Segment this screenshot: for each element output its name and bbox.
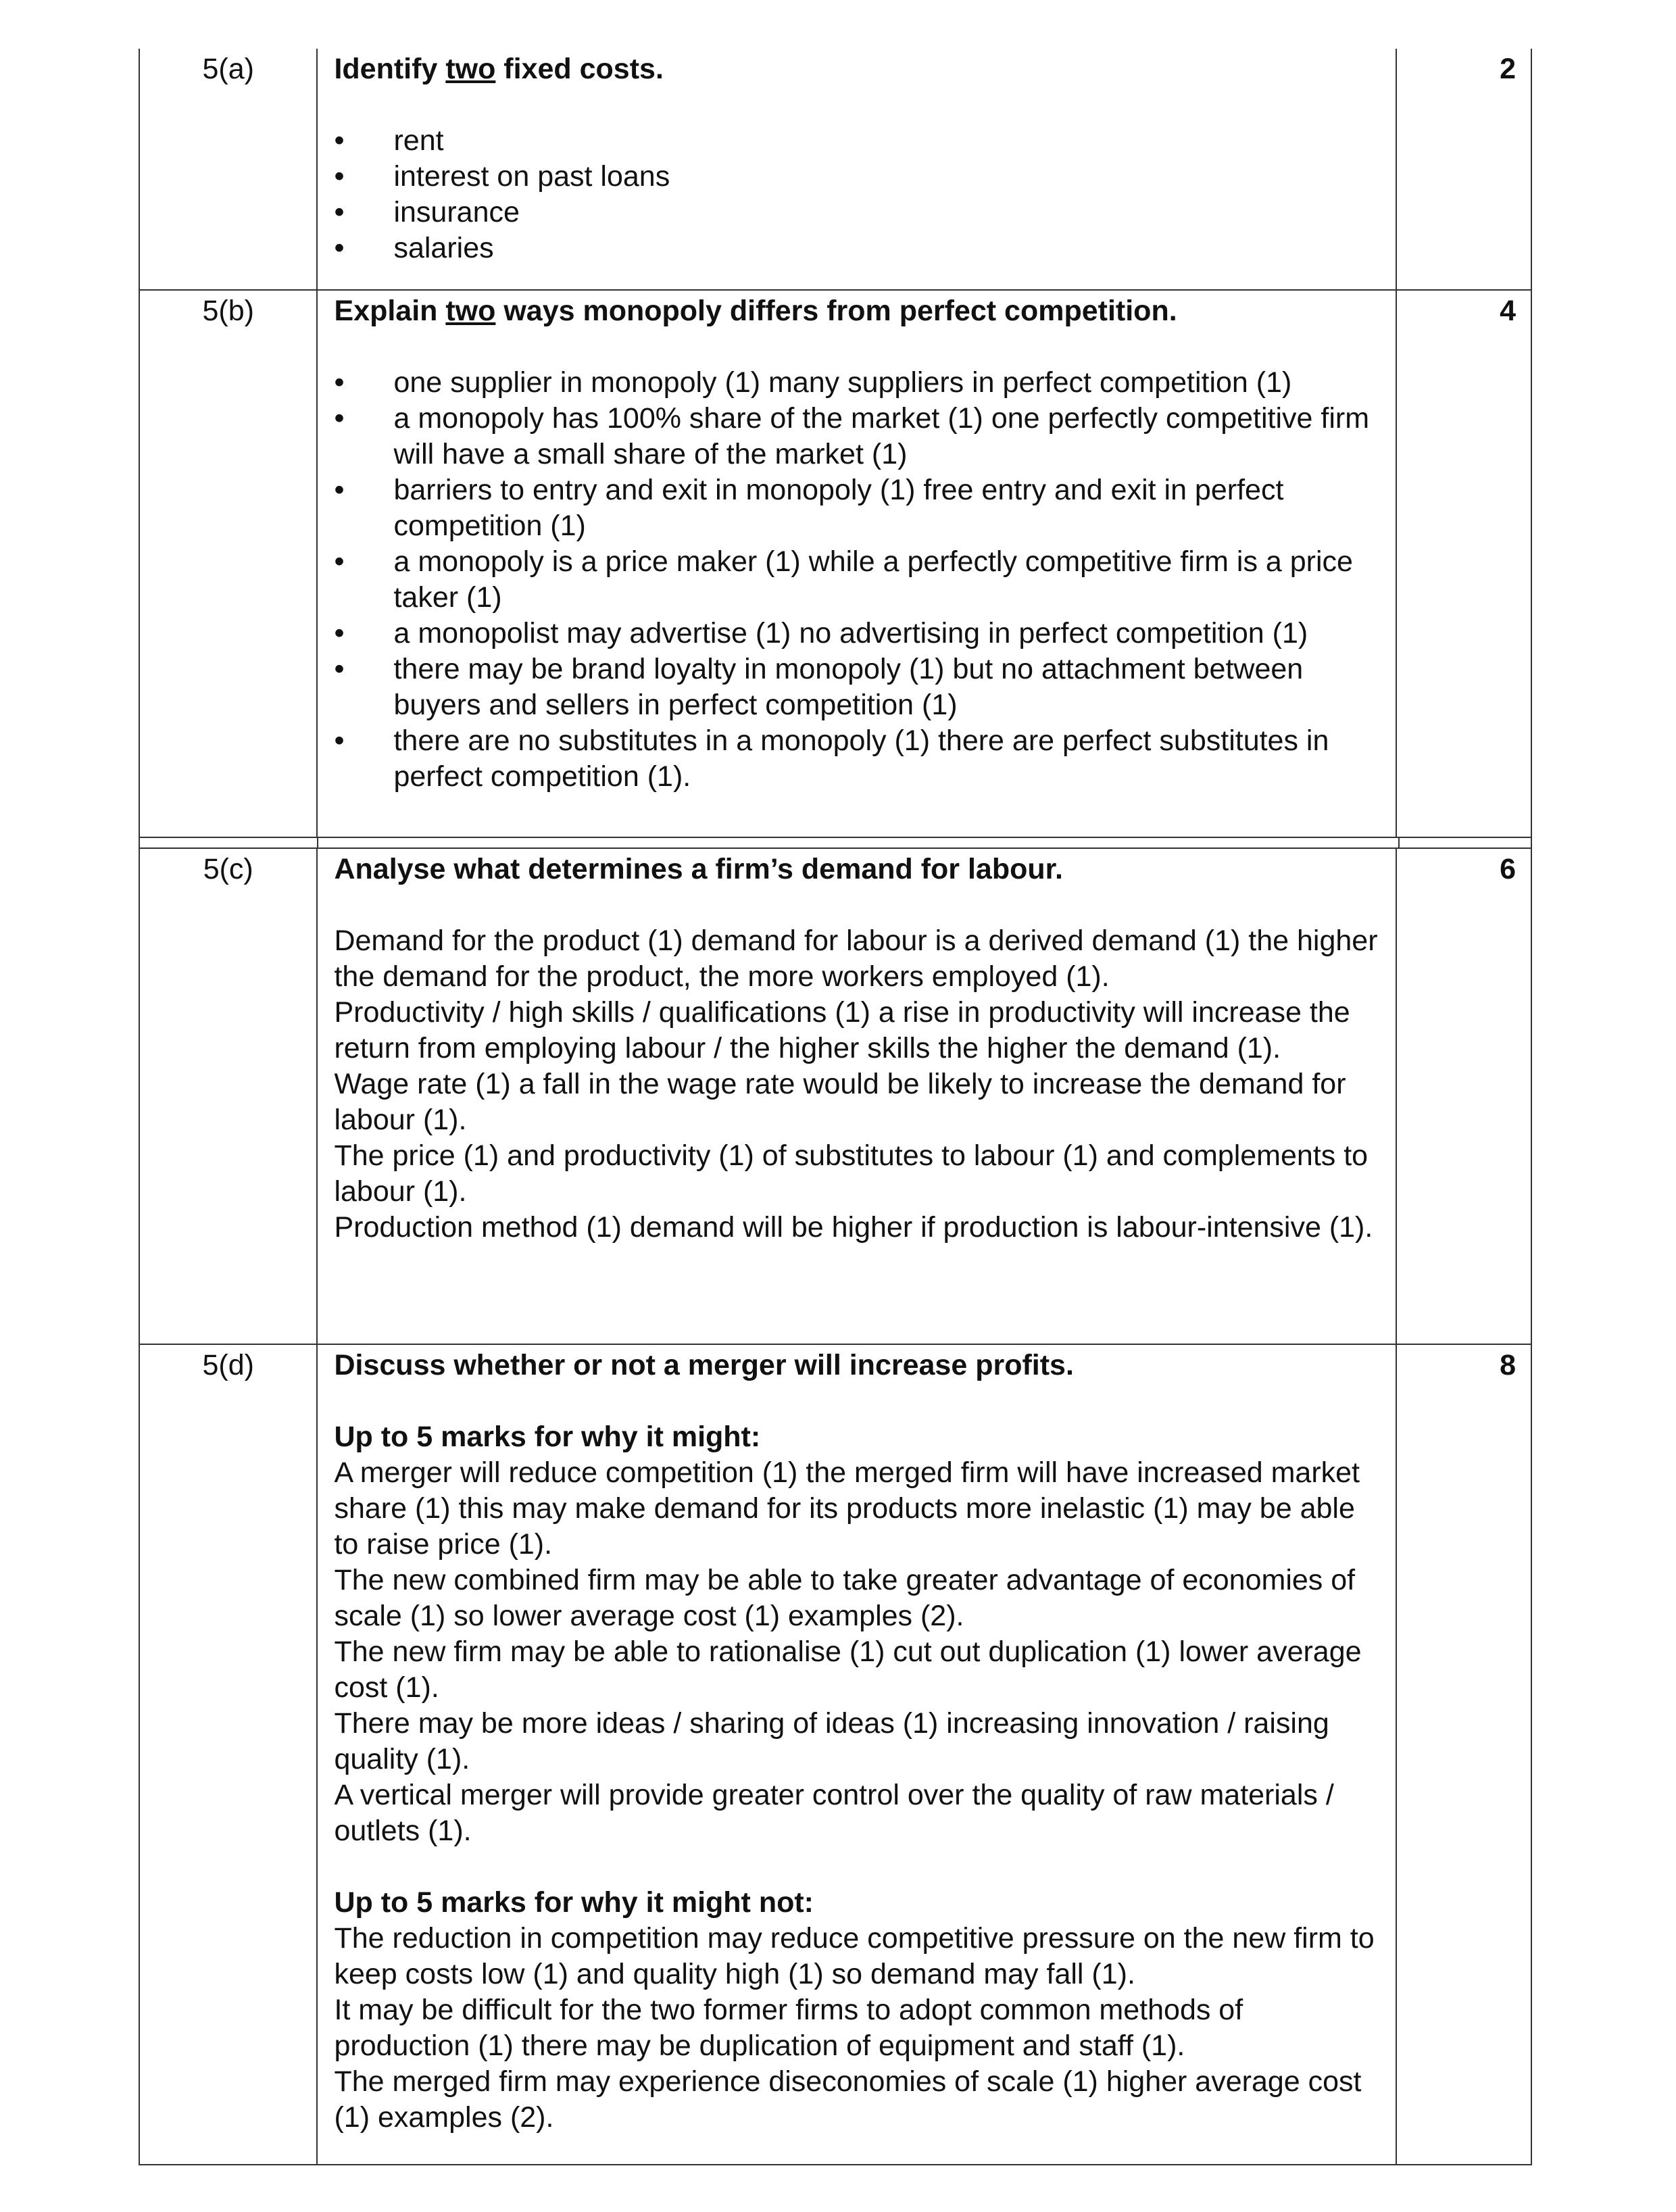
answer-cell (318, 291, 1397, 837)
answer-paragraph: Productivity / high skills / qualifications (1) a rise in productivity will increase the return from employing labour / the higher skills the higher the demand (1). (334, 996, 1350, 1064)
list-item: • a monopolist may advertise (1) no advertising in perfect competition (1) (334, 616, 1379, 652)
answer-list (334, 365, 1379, 795)
question-number: 5(d) (140, 1345, 318, 2164)
list-item: • interest on past loans (334, 159, 1379, 195)
question-title: Discuss whether or not a merger will increase profits. (334, 1349, 1074, 1381)
answer-paragraph: Demand for the product (1) demand for labour is a derived demand (1) the higher the demand for the product, the more workers employed (1). (334, 925, 1378, 993)
answer-paragraph: Wage rate (1) a fall in the wage rate would be likely to increase the demand for labour (1). (334, 1068, 1346, 1136)
list-item: • there are no substitutes in a monopoly (1) there are perfect substitutes in perfect competition (1). (334, 723, 1379, 795)
list-item: • a monopoly has 100% share of the market (1) one perfectly competitive firm will have a small share of the market (1) (334, 401, 1379, 472)
answer-paragraph: The merged firm may experience diseconomies of scale (1) higher average cost (1) examples (2). (334, 2065, 1362, 2134)
answer-cell (318, 1345, 1397, 2164)
question-row-5c (139, 849, 1532, 1345)
marks: 4 (1500, 295, 1516, 327)
list-item: • rent (334, 123, 1379, 159)
mark-scheme-table (139, 49, 1532, 2165)
answer-paragraph: It may be difficult for the two former firms to adopt common methods of production (1) there may be duplication of equipment and staff (1). (334, 1994, 1243, 2062)
answer-paragraph: The new firm may be able to rationalise (1) cut out duplication (1) lower average cost (1). (334, 1636, 1362, 1704)
answer-paragraph: The reduction in competition may reduce competitive pressure on the new firm to keep costs low (1) and quality high (1) so demand may fall (1). (334, 1922, 1375, 1990)
question-title: Explain two ways monopoly differs from perfect competition. (334, 295, 1177, 327)
question-number: 5(a) (140, 49, 318, 289)
marks: 6 (1500, 853, 1516, 885)
marks: 2 (1500, 53, 1516, 85)
question-row-5a (139, 49, 1532, 291)
list-item: • insurance (334, 195, 1379, 230)
list-item: • barriers to entry and exit in monopoly (1) free entry and exit in perfect competition (1) (334, 472, 1379, 544)
answer-cell (318, 849, 1397, 1344)
question-row-5b (139, 291, 1532, 838)
answer-paragraph: Production method (1) demand will be higher if production is labour-intensive (1). (334, 1211, 1373, 1244)
question-row-5d (139, 1345, 1532, 2165)
answer-paragraph: The price (1) and productivity (1) of substitutes to labour (1) and complements to labour (1). (334, 1139, 1369, 1208)
question-title: Analyse what determines a firm’s demand for labour. (334, 853, 1063, 885)
list-item: • salaries (334, 230, 1379, 266)
question-title: Identify two fixed costs. (334, 53, 664, 85)
answer-cell (318, 49, 1397, 289)
question-number: 5(b) (140, 291, 318, 837)
list-item: • there may be brand loyalty in monopoly (1) but no attachment between buyers and sellers in perfect competition (1) (334, 652, 1379, 723)
section-heading-might-not: Up to 5 marks for why it might not: (334, 1886, 814, 1919)
answer-paragraph: There may be more ideas / sharing of ideas (1) increasing innovation / raising quality (1). (334, 1707, 1329, 1775)
answer-paragraph: A vertical merger will provide greater control over the quality of raw materials / outlets (1). (334, 1779, 1334, 1847)
answer-paragraph: A merger will reduce competition (1) the merged firm will have increased market share (1) this may make demand for its products more inelastic (1) may be able to raise price (1). (334, 1456, 1360, 1560)
section-heading-might: Up to 5 marks for why it might: (334, 1421, 761, 1453)
marks: 8 (1500, 1349, 1516, 1381)
row-divider (139, 838, 1532, 849)
question-number: 5(c) (140, 849, 318, 1344)
answer-paragraph: The new combined firm may be able to take greater advantage of economies of scale (1) so lower average cost (1) examples (2). (334, 1564, 1356, 1632)
list-item: • a monopoly is a price maker (1) while a perfectly competitive firm is a price taker (1) (334, 544, 1379, 616)
answer-list (334, 123, 1379, 266)
list-item: • one supplier in monopoly (1) many suppliers in perfect competition (1) (334, 365, 1379, 401)
